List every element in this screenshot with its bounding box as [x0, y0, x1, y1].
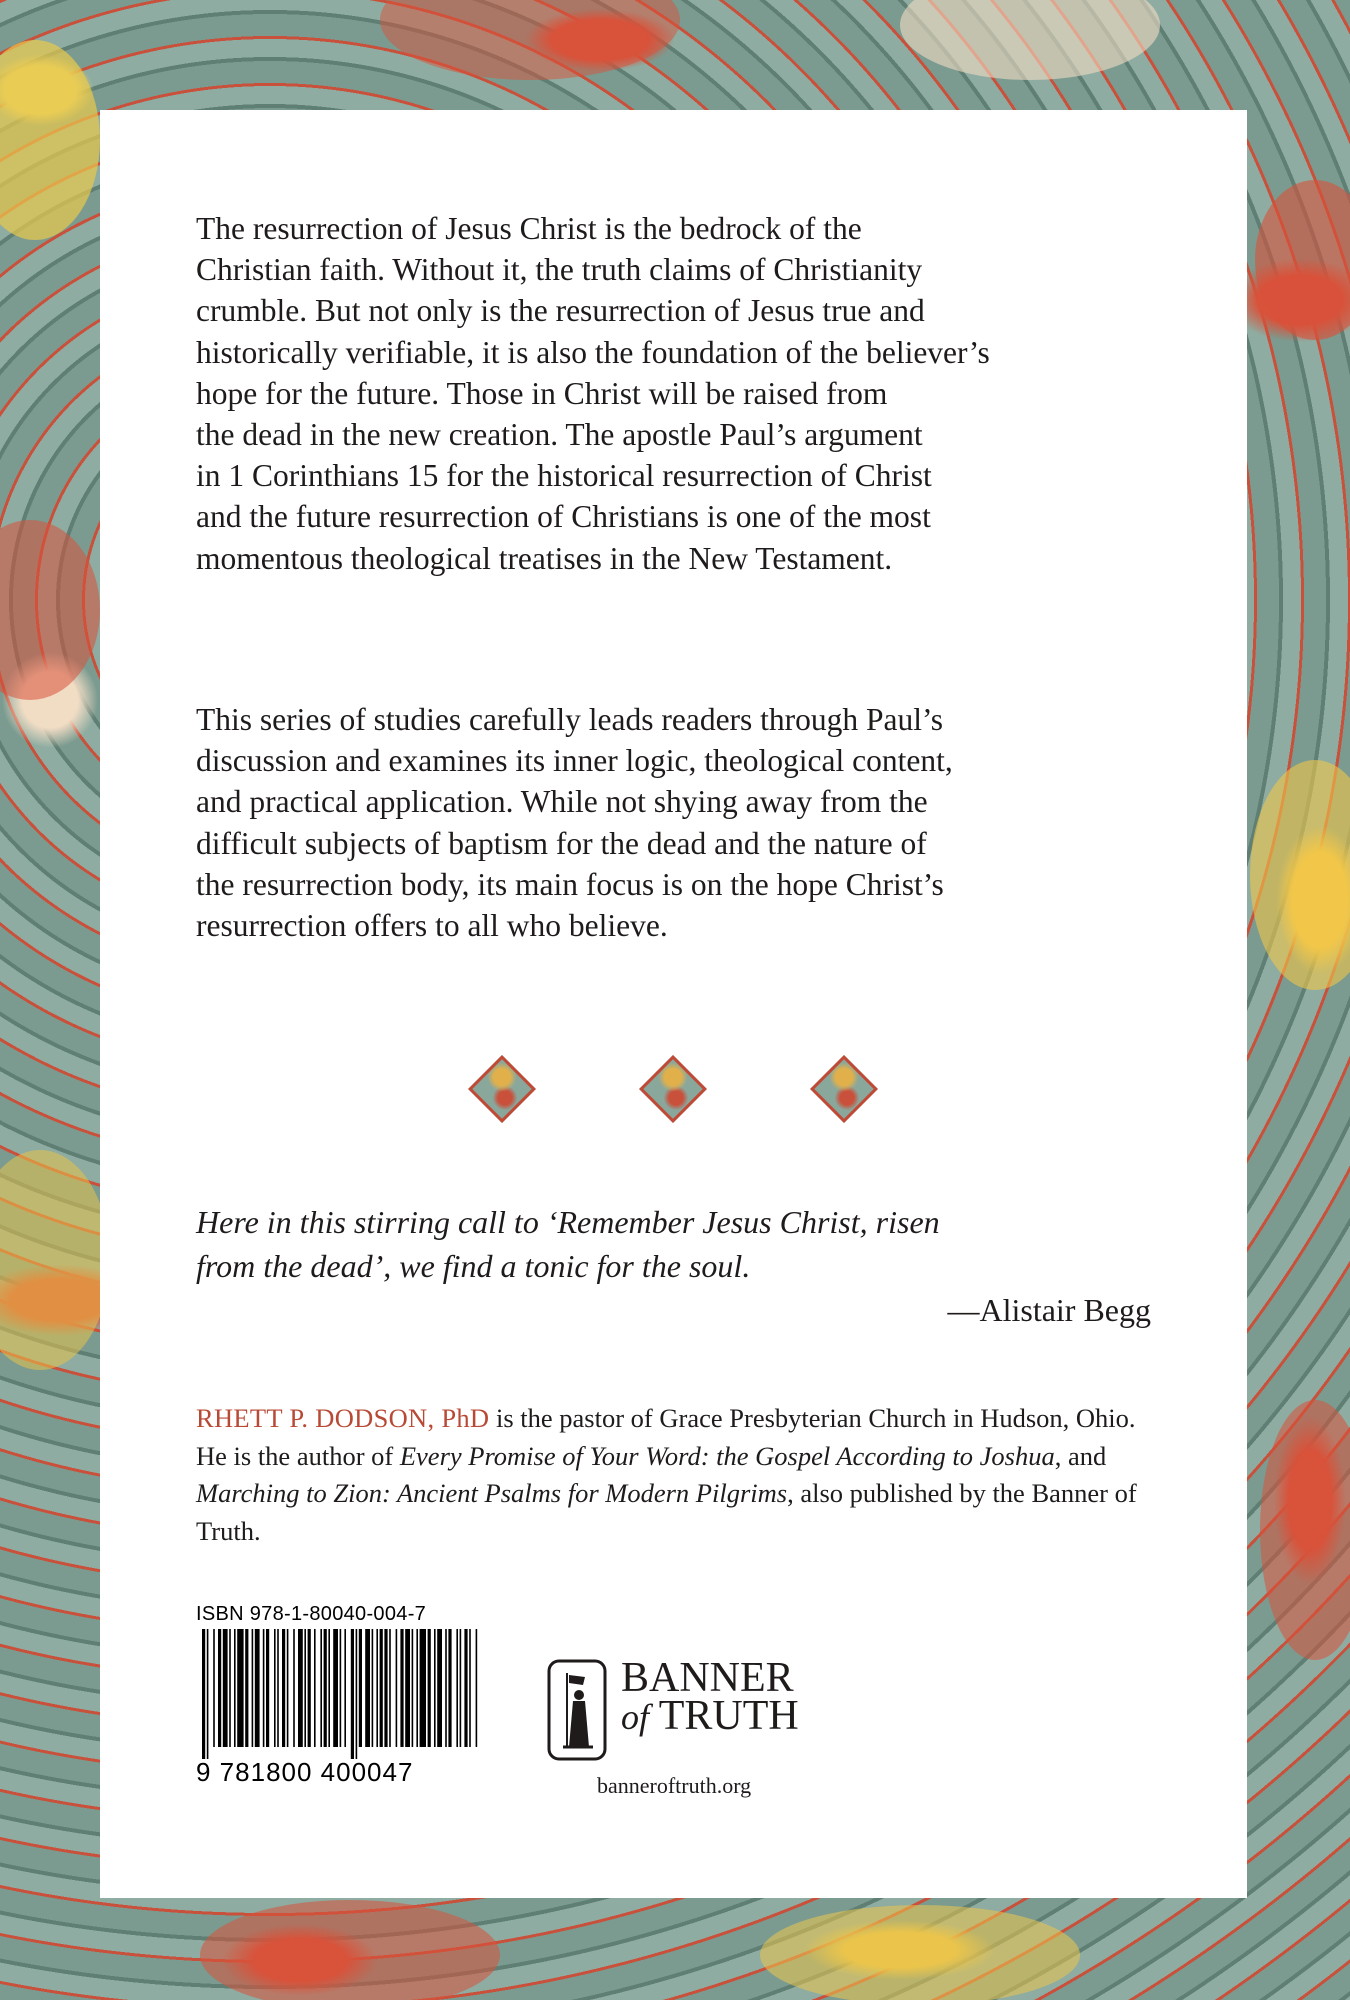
publisher-name-line-1: BANNER	[621, 1655, 794, 1701]
book-title: Marching to Zion: Ancient Psalms for Modern Pilgrims	[196, 1478, 788, 1509]
bio-text: , also published by the Banner of Truth.	[196, 1478, 1137, 1546]
barcode-block	[196, 1603, 486, 1787]
barcode-bar	[293, 1629, 295, 1747]
ornament-row	[100, 1065, 1247, 1135]
marble-swirl	[900, 0, 1160, 80]
book-title: Every Promise of Your Word: the Gospel According to Joshua	[399, 1440, 1055, 1471]
marble-swirl	[1250, 760, 1350, 990]
barcode-bar	[376, 1629, 378, 1747]
barcode-bar	[314, 1629, 316, 1747]
barcode-bar	[282, 1629, 285, 1747]
barcode-bar	[255, 1629, 260, 1747]
isbn-label: ISBN 978-1-80040-004-7	[196, 1603, 427, 1625]
barcode-bar	[237, 1629, 243, 1747]
diamond-ornament-icon	[639, 1055, 707, 1123]
barcode-bar	[405, 1629, 410, 1747]
barcode-bar	[304, 1629, 306, 1747]
marble-swirl	[760, 1905, 1080, 2000]
publisher-name-line-2: TRUTH	[649, 1693, 799, 1739]
publisher-name-of: of	[621, 1697, 650, 1737]
barcode-bar	[324, 1629, 327, 1747]
publisher-name	[621, 1655, 799, 1739]
publisher-url: banneroftruth.org	[597, 1773, 752, 1798]
barcode-bar	[412, 1629, 414, 1747]
barcode-bar	[207, 1629, 209, 1759]
barcode-bar	[380, 1629, 383, 1747]
banner-of-truth-logo-icon	[545, 1655, 609, 1765]
barcode-bar	[277, 1629, 279, 1747]
barcode-bar	[266, 1629, 269, 1747]
marble-swirl	[200, 1900, 500, 2000]
barcode-bar	[372, 1629, 374, 1747]
barcode-bar	[389, 1629, 391, 1747]
description-paragraph-1: The resurrection of Jesus Christ is the bedrock of the Christian faith. Without it, the truth claims of Christianity crumble. But not only is the resurrection of Jesus true and historically verifiable, it is also the foundation of the believer’s hope for the future. Those in Christ will be raised from the dead in the new creation. The apostle Paul’s argument in 1 Corinthians 15 for the historical resurrection of Christ and the future resurrection of Christians is one of the most momentous theological treatises in the New Testament.	[196, 211, 990, 576]
barcode-bar	[263, 1629, 265, 1747]
barcode-bar	[434, 1629, 436, 1747]
barcode-bar	[359, 1629, 362, 1747]
barcode-bar	[298, 1629, 303, 1747]
barcode-bar	[460, 1629, 462, 1747]
barcode-bar	[202, 1629, 205, 1759]
barcode-bar	[340, 1629, 342, 1747]
cover-panel	[100, 110, 1247, 1898]
barcode-bar	[213, 1629, 215, 1747]
barcode-bar	[400, 1629, 403, 1747]
marble-swirl	[0, 40, 100, 240]
marble-swirl	[0, 520, 100, 700]
barcode-bar	[333, 1629, 338, 1747]
barcode-bar	[476, 1629, 478, 1747]
barcode-bar	[320, 1629, 322, 1747]
bio-text: , and	[1054, 1440, 1107, 1471]
barcode-bar	[420, 1629, 426, 1747]
barcode-bar	[245, 1629, 248, 1747]
publisher-block	[545, 1655, 845, 1815]
barcode-bar	[229, 1629, 231, 1747]
barcode-bar	[428, 1629, 431, 1747]
endorsement-attribution: —Alistair Begg	[947, 1292, 1151, 1328]
barcode-bar	[469, 1629, 471, 1747]
diamond-ornament-icon	[468, 1055, 536, 1123]
author-name: RHETT P. DODSON, PhD	[196, 1403, 490, 1433]
barcode-bar	[448, 1629, 451, 1747]
barcode-bar	[384, 1629, 387, 1747]
barcode-bar	[445, 1629, 447, 1747]
barcode-bar	[223, 1629, 228, 1747]
barcode-bar	[437, 1629, 442, 1747]
barcode-bar	[274, 1629, 276, 1747]
barcode-bar	[365, 1629, 370, 1747]
marble-swirl	[1260, 1400, 1350, 1660]
barcode-bar	[356, 1629, 358, 1759]
barcode-bar	[287, 1629, 289, 1747]
barcode-bar	[344, 1629, 346, 1747]
barcode-bar	[234, 1629, 236, 1747]
marble-swirl	[380, 0, 680, 80]
barcode-bar	[328, 1629, 330, 1747]
barcode-number: 9 781800 400047	[196, 1757, 414, 1787]
diamond-ornament-icon	[810, 1055, 878, 1123]
barcode-bar	[308, 1629, 311, 1747]
barcode-bar	[218, 1629, 221, 1747]
marble-swirl	[0, 1150, 110, 1370]
author-bio	[196, 1400, 1156, 1550]
barcode-bar	[351, 1629, 354, 1759]
description-paragraph-2: This series of studies carefully leads readers through Paul’s discussion and examines its inner logic, theological content, and practical application. While not shying away from the difficult subjects of baptism for the dead and the nature of the resurrection body, its main focus is on the hope Christ’s resurrection offers to all who believe.	[196, 702, 953, 944]
barcode-bar	[464, 1629, 467, 1747]
barcode-bar	[252, 1629, 254, 1747]
barcode-image	[196, 1629, 486, 1759]
barcode-bar	[416, 1629, 418, 1747]
marble-swirl	[1255, 180, 1350, 340]
barcode-bar	[396, 1629, 398, 1747]
endorsement-quote: Here in this stirring call to ‘Remember Jesus Christ, risen from the dead’, we find a tonic for the soul.	[196, 1204, 940, 1284]
barcode-bar	[456, 1629, 458, 1747]
bio-text: is the pastor of Grace Presbyterian Church in Hudson, Ohio. He is the author of	[196, 1403, 1136, 1471]
